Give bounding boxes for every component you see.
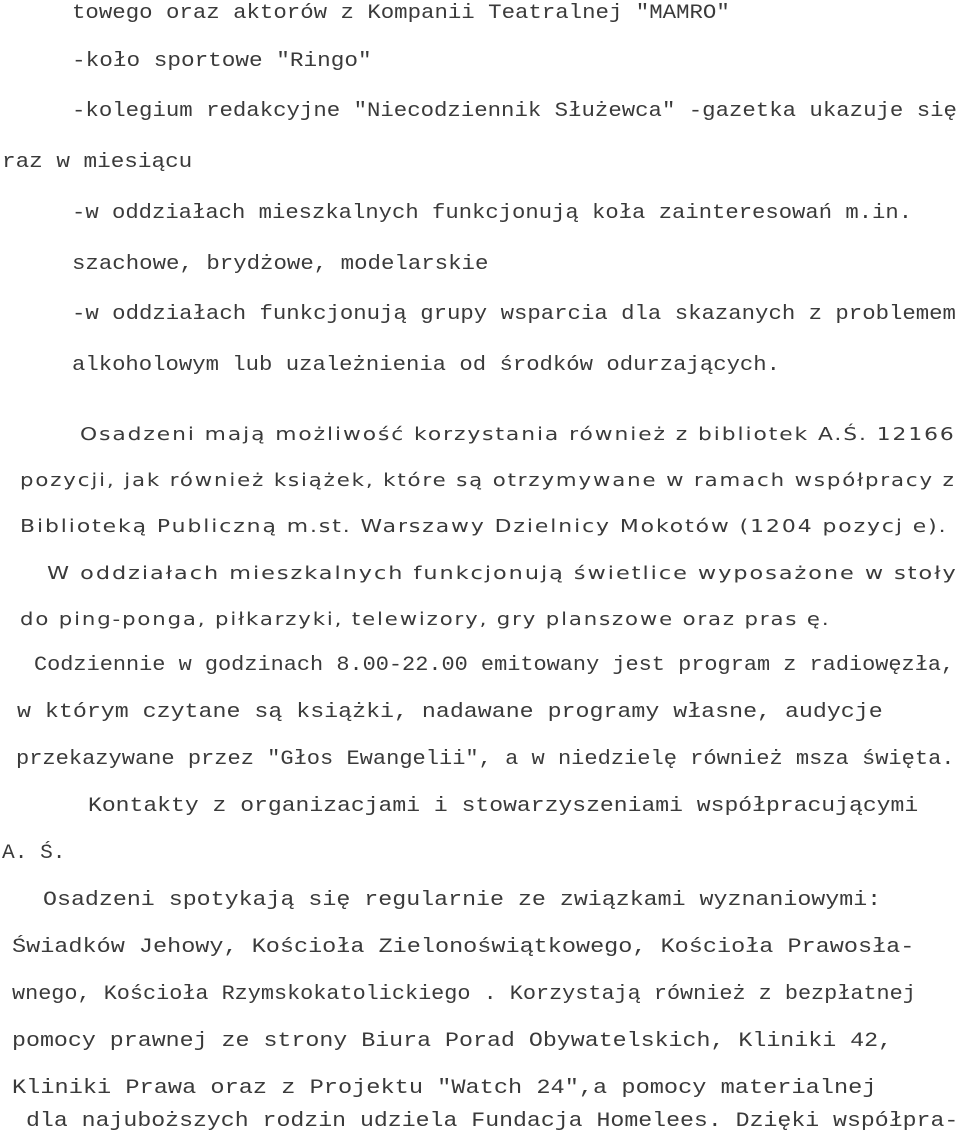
text-line: -w oddziałach funkcjonują grupy wsparcia dla skazanych z problemem (72, 303, 956, 326)
text-line: w którym czytane są książki, nadawane programy własne, audycje (17, 701, 883, 724)
text-line: pozycji, jak również książek, które są otrzymywane w ramach współpracy z (20, 470, 956, 491)
text-line: dla najuboższych rodzin udziela Fundacja Homelees. Dzięki współpra- (26, 1110, 959, 1133)
text-line: Biblioteką Publiczną m.st. Warszawy Dzielnicy Mokotów (1204 pozycj e). (20, 516, 948, 537)
text-line: Świadków Jehowy, Kościoła Zielonoświątkowego, Kościoła Prawosła- (12, 936, 915, 959)
text-line: -kolegium redakcyjne "Niecodziennik Służewca" -gazetka ukazuje się (72, 100, 957, 123)
text-line: W oddziałach mieszkalnych funkcjonują świetlice wyposażone w stoły (47, 563, 958, 584)
text-line: A. Ś. (2, 842, 66, 865)
text-line: -w oddziałach mieszkalnych funkcjonują koła zainteresowań m.in. (72, 202, 913, 225)
text-line: Codziennie w godzinach 8.00-22.00 emitowany jest program z radiowęzła, (34, 654, 955, 677)
text-line: Osadzeni mają możliwość korzystania również z bibliotek A.Ś. 12166 (80, 424, 956, 445)
text-line: alkoholowym lub uzależnienia od środków odurzających. (72, 354, 781, 377)
text-line: Kontakty z organizacjami i stowarzyszeniami współpracującymi (88, 795, 919, 818)
text-line: Kliniki Prawa oraz z Projektu "Watch 24",a pomocy materialnej (12, 1077, 877, 1100)
text-line: raz w miesiącu (2, 151, 193, 174)
text-line: przekazywane przez "Głos Ewangelii", a w niedzielę również msza święta. (16, 748, 955, 771)
text-line: Osadzeni spotykają się regularnie ze związkami wyznaniowymi: (43, 889, 882, 912)
text-line: wnego, Kościoła Rzymskokatolickiego . Korzystają również z bezpłatnej (12, 983, 916, 1006)
text-line: -koło sportowe "Ringo" (72, 50, 372, 73)
text-line: szachowe, brydżowe, modelarskie (72, 253, 489, 276)
text-line: do ping-ponga, piłkarzyki, telewizory, gry planszowe oraz pras ę. (20, 609, 831, 630)
text-line: towego oraz aktorów z Kompanii Teatralnej "MAMRO" (72, 2, 730, 25)
text-line: pomocy prawnej ze strony Biura Porad Obywatelskich, Kliniki 42, (12, 1030, 893, 1053)
